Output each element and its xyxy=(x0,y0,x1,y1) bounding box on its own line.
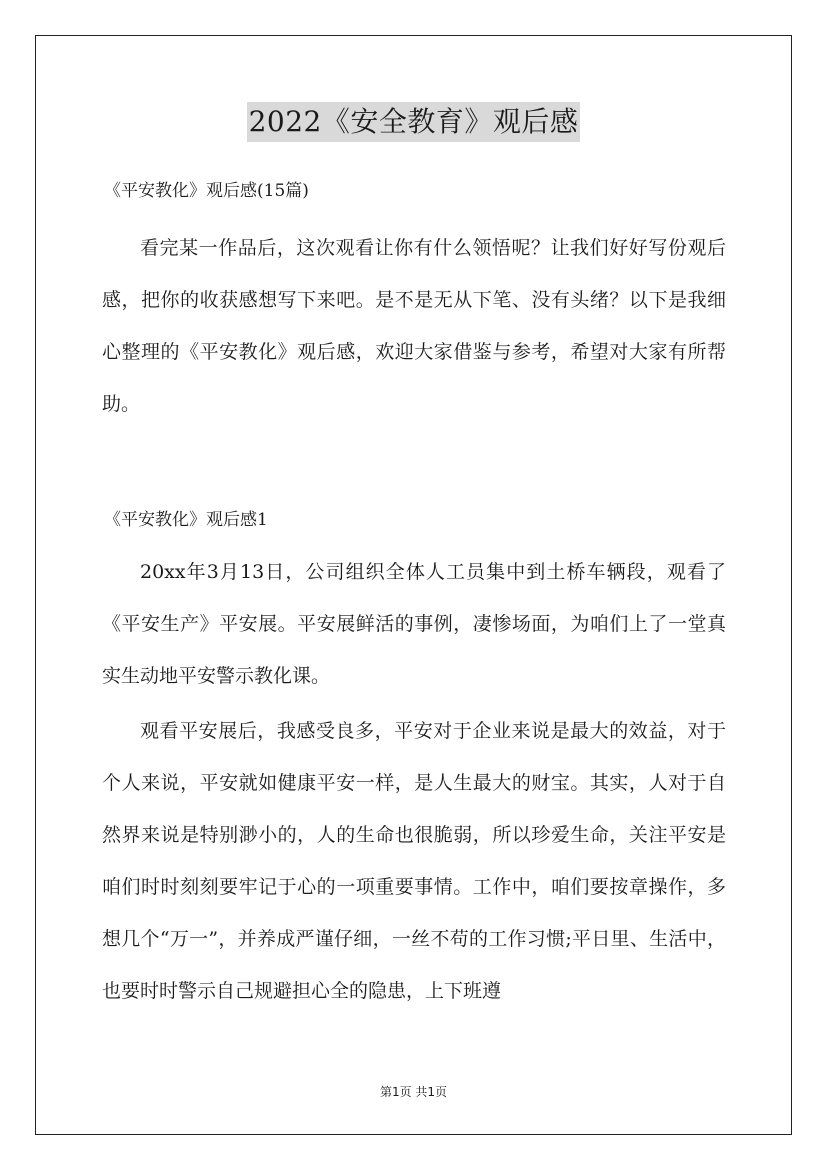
document-subtitle: 《平安教化》观后感(15篇) xyxy=(104,181,309,201)
body-paragraph-2: 观看平安展后，我感受良多，平安对于企业来说是最大的效益，对于个人来说，平安就如健康平安一样，是人生最大的财宝。其实，人对于自然界来说是特别渺小的，人的生命也很脆弱，所以珍爱生命，关注平安是咱们时时刻刻要牢记于心的一项重要事情。工作中，咱们要按章操作，多想几个“万一”，并养成严谨仔细，一丝不苟的工作习惯;平日里、生活中，也要时时警示自己规避担心全的隐患，上下班遵 xyxy=(102,720,726,1002)
document-title: 2022《安全教育》观后感 xyxy=(247,102,581,142)
title-container xyxy=(0,102,827,142)
section-heading: 《平安教化》观后感1 xyxy=(104,510,268,530)
page-footer: 第1页 共1页 xyxy=(379,1085,448,1099)
body-paragraph-1: 20xx年3月13日，公司组织全体人工员集中到土桥车辆段，观看了《平安生产》平安展。平安展鲜活的事例，凄惨场面，为咱们上了一堂真实生动地平安警示教化课。 xyxy=(102,561,726,687)
intro-paragraph: 看完某一作品后，这次观看让你有什么领悟呢？让我们好好写份观后感，把你的收获感想写下来吧。是不是无从下笔、没有头绪？以下是我细心整理的《平安教化》观后感，欢迎大家借鉴与参考，希望对大家有所帮助。 xyxy=(102,237,726,415)
